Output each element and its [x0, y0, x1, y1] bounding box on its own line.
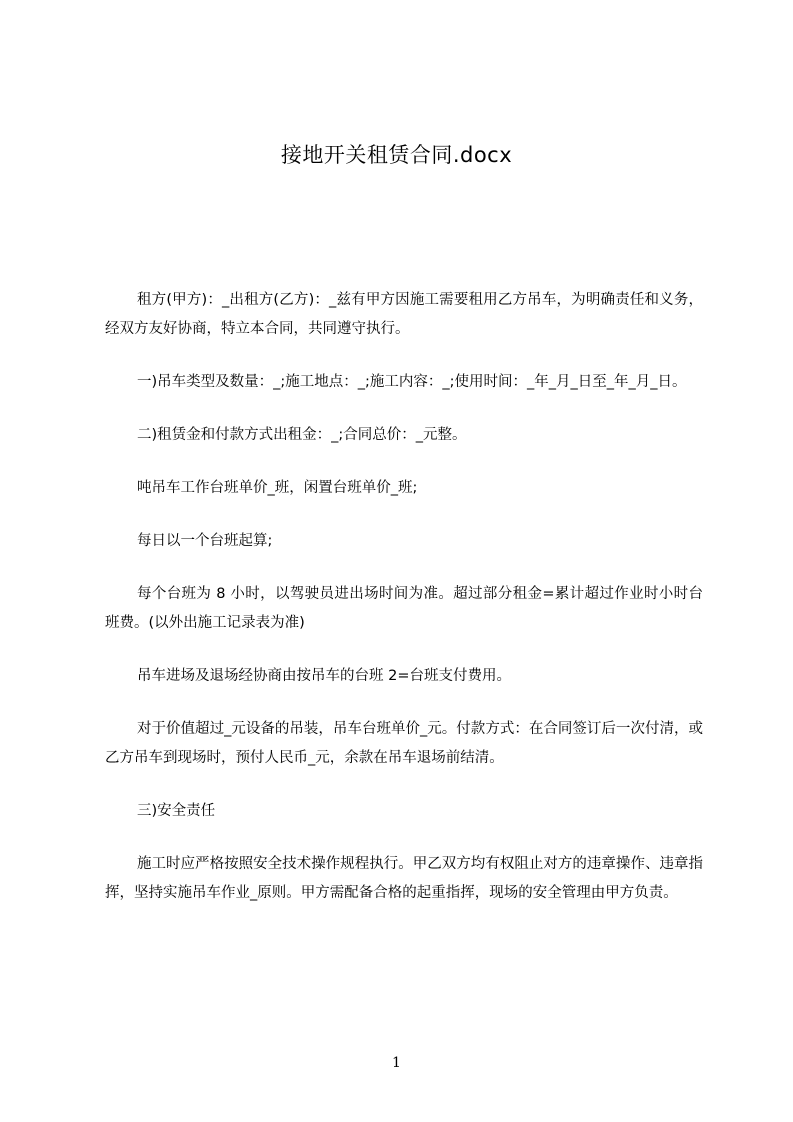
page-number: 1 [392, 1055, 401, 1071]
paragraph-parties: 租方(甲方)：_出租方(乙方)：_兹有甲方因施工需要租用乙方吊车，为明确责任和义务，经双方友好协商，特立本合同，共同遵守执行。 [105, 292, 703, 337]
paragraph-payment-method: 对于价值超过_元设备的吊装，吊车台班单价_元。付款方式：在合同签订后一次付清，或乙方吊车到现场时，预付人民币_元，余款在吊车退场前结清。 [105, 721, 703, 766]
document-body [105, 286, 703, 932]
paragraph-entry-exit: 吊车进场及退场经协商由按吊车的台班 2=台班支付费用。 [137, 668, 511, 684]
paragraph-shift-hours: 每个台班为 8 小时，以驾驶员进出场时间为准。超过部分租金=累计超过作业时小时台班费。(以外出施工记录表为准) [105, 586, 703, 631]
paragraph-crane-type: 一)吊车类型及数量：_;施工地点：_;施工内容：_;使用时间：_年_月_日至_年_月_日。 [137, 374, 687, 390]
paragraph-rent-payment: 二)租赁金和付款方式出租金：_;合同总价：_元整。 [137, 427, 467, 443]
paragraph-daily-shift: 每日以一个台班起算; [137, 533, 273, 549]
paragraph-safety-heading: 三)安全责任 [137, 803, 216, 819]
paragraph-shift-price: 吨吊车工作台班单价_班，闲置台班单价_班; [137, 480, 418, 496]
paragraph-safety-rules: 施工时应严格按照安全技术操作规程执行。甲乙双方均有权阻止对方的违章操作、违章指挥，坚持实施吊车作业_原则。甲方需配备合格的起重指挥，现场的安全管理由甲方负责。 [105, 856, 703, 901]
document-title: 接地开关租赁合同.docx [280, 143, 513, 167]
